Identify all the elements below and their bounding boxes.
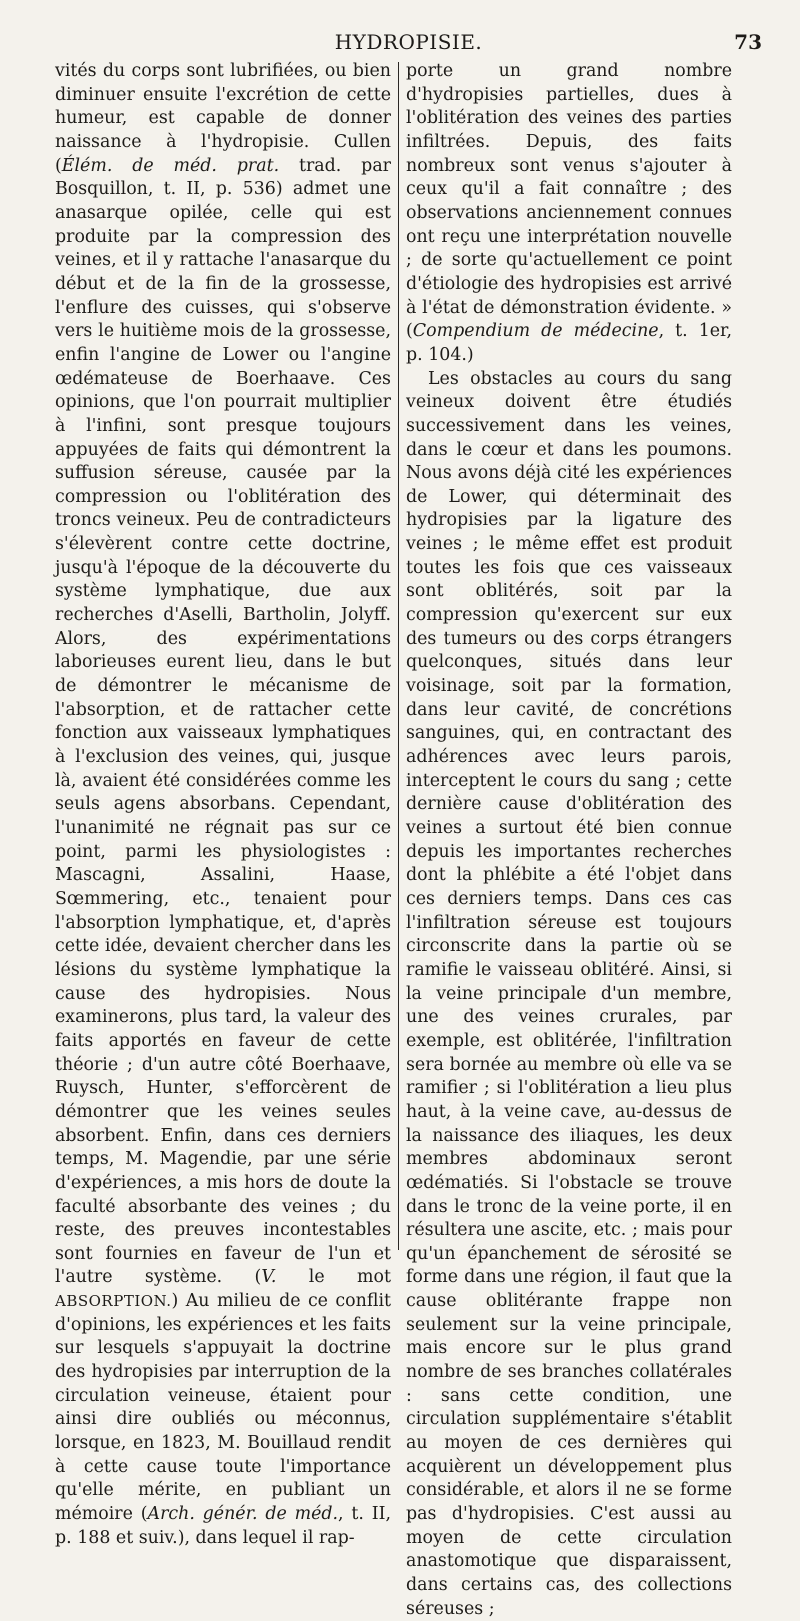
column-divider (398, 62, 399, 1250)
italic-citation: Compendium de médecine (412, 321, 659, 342)
right-paragraph-1 (406, 60, 732, 368)
text-run: trad. par Bosquillon, t. II, p. 536) admet une anasarque opilée, celle qui est produite par la compression des veines, et il y rattache l'anasarque du début et de la fin de la grossesse, l'enflure des cuisses, qui s'observe vers le huitième mois de la grossesse, enfin l'angine de Lower ou l'angine œdémateuse de Boerhaave. Ces opinions, que l'on pourrait multiplier à l'infini, sont presque toujours appuyées de faits qui démontrent la suffusion séreuse, causée par la compression ou l'oblitération des troncs veineux. Peu de contradicteurs s'élevèrent contre cette doctrine, jusqu'à l'époque de la découverte du système lymphatique, due aux recherches d'Aselli, Bartholin, Jolyff. Alors, des expérimentations laborieuses eurent lieu, dans le but de démontrer le mécanisme de l'absorption, et de rattacher cette fonction aux vaisseaux lymphatiques à l'exclusion des veines, qui, jusque là, avaient été considérées comme les seuls agens absorbans. Cependant, l'unanimité ne régnait pas sur ce point, parmi les physiologistes : Mascagni, Assalini, Haase, Sœmmering, etc., tenaient pour l'absorption lymphatique, et, d'après cette idée, devaient chercher dans les lésions du système lymphatique la cause des hydropisies. Nous examinerons, plus tard, la valeur des faits apportés en faveur de cette théorie ; d'un autre côté Boerhaave, Ruysch, Hunter, s'efforcèrent de démontrer que les veines seules absorbent. Enfin, dans ces derniers temps, M. Magendie, par une série d'expériences, a mis hors de doute la faculté absorbante des veines ; du reste, des preuves incontestables sont fournies en faveur de l'un et l'autre système. ( (55, 155, 391, 1288)
text-run: , t. II, p. 188 et suiv.), dans lequel il rap- (55, 1504, 391, 1548)
text-run: vités du corps sont lubrifiées, ou bien diminuer ensuite l'excrétion de cette humeur, est capable de donner naissance à l'hydropisie. Cullen ( (55, 61, 391, 176)
left-paragraph (55, 60, 391, 1550)
left-column (55, 60, 391, 1550)
italic-reference: V. (261, 1267, 277, 1288)
text-run: le mot (276, 1267, 391, 1288)
small-caps-entry: ABSORPTION. (55, 1292, 172, 1311)
italic-citation: Élém. de méd. prat. (61, 155, 280, 176)
right-column (406, 60, 732, 1621)
italic-citation: Arch. génér. de méd. (147, 1504, 339, 1525)
running-header (55, 30, 762, 54)
running-title: HYDROPISIE. (334, 30, 483, 54)
text-run: porte un grand nombre d'hydropisies partielles, dues à l'oblitération des veines des parties infiltrées. Depuis, des faits nombreux sont venus s'ajouter à ceux qu'il a fait connaître ; des observations anciennement connues ont reçu une interprétation nouvelle ; de sorte qu'actuellement ce point d'étiologie des hydropisies est arrivé à l'état de démonstration évidente. » ( (406, 61, 732, 342)
text-run: ) Au milieu de ce conflit d'opinions, les expériences et les faits sur lesquels s'appuyait la doctrine des hydropisies par interruption de la circulation veineuse, étaient pour ainsi dire oubliés ou méconnus, lorsque, en 1823, M. Bouillaud rendit à cette cause toute l'importance qu'elle mérite, en publiant un mémoire ( (55, 1291, 391, 1525)
text-run: , t. 1er, p. 104.) (406, 321, 732, 365)
right-paragraph-2: Les obstacles au cours du sang veineux doivent être étudiés successivement dans les veines, dans le cœur et dans les poumons. Nous avons déjà cité les expériences de Lower, qui déterminait des hydropisies par la ligature des veines ; le même effet est produit toutes les fois que ces vaisseaux sont oblitérés, soit par la compression qu'exercent sur eux des tumeurs ou des corps étrangers quelconques, situés dans leur voisinage, soit par la formation, dans leur cavité, de concrétions sanguines, qui, en contractant des adhérences avec leurs parois, interceptent le cours du sang ; cette dernière cause d'oblitération des veines a surtout été bien connue depuis les importantes recherches dont la phlébite a été l'objet dans ces derniers temps. Dans ces cas l'infiltration séreuse est toujours circonscrite dans la partie où se ramifie le vaisseau oblitéré. Ainsi, si la veine principale d'un membre, une des veines crurales, par exemple, est oblitérée, l'infiltration sera bornée au membre où elle va se ramifier ; si l'oblitération a lieu plus haut, à la veine cave, au-dessus de la naissance des iliaques, les deux membres abdominaux seront œdématiés. Si l'obstacle se trouve dans le tronc de la veine porte, il en résultera une ascite, etc. ; mais pour qu'un épanchement de sérosité se forme dans une région, il faut que la cause oblitérante frappe non seulement sur la veine principale, mais encore sur le plus grand nombre de ses branches collatérales : sans cette condition, une circulation supplémentaire s'établit au moyen de ces dernières qui acquièrent un développement plus considérable, et alors il ne se forme pas d'hydropisies. C'est aussi au moyen de cette circulation anastomotique que disparaissent, dans certains cas, des collections séreuses ; (406, 368, 732, 1619)
page-number: 73 (734, 30, 762, 54)
